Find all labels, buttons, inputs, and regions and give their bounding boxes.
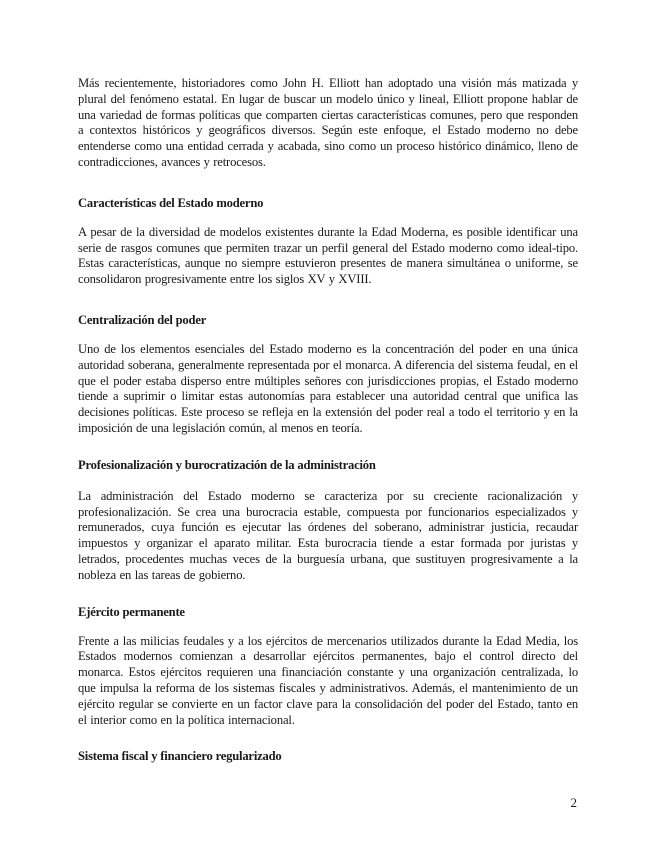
document-page <box>78 76 578 764</box>
paragraph-elliott: Más recientemente, historiadores como John H. Elliott han adoptado una visión más matizada y plural del fenómeno estatal. En lugar de buscar un modelo único y lineal, Elliott propone hablar de una variedad de formas políticas que comparten ciertas características comunes, pero que responden a contextos históricos y geográficos diversos. Según este enfoque, el Estado moderno no debe entenderse como una entidad cerrada y acabada, sino como un proceso histórico dinámico, lleno de contradicciones, avances y retrocesos. <box>78 76 578 169</box>
page-number: 2 <box>570 795 577 810</box>
heading-centralizacion: Centralización del poder <box>78 312 207 327</box>
paragraph-centralizacion: Uno de los elementos esenciales del Estado moderno es la concentración del poder en una única autoridad soberana, generalmente representada por el monarca. A diferencia del sistema feudal, en el que el poder estaba disperso entre múltiples señores con jurisdicciones propias, el Estado moderno tiende a suprimir o limitar estas autonomías para establecer una autoridad central que unifica las decisiones políticas. Este proceso se refleja en la extensión del poder real a todo el territorio y en la imposición de una legislación común, al menos en teoría. <box>78 341 578 435</box>
heading-caracteristicas: Características del Estado moderno <box>78 195 264 210</box>
heading-burocratizacion: Profesionalización y burocratización de la administración <box>78 457 376 472</box>
paragraph-rasgos-comunes: A pesar de la diversidad de modelos existentes durante la Edad Moderna, es posible identificar una serie de rasgos comunes que permiten trazar un perfil general del Estado moderno como ideal-tipo. Estas características, aunque no siempre estuvieron presentes de manera simultánea o uniforme, se consolidaron progresivamente entre los siglos XV y XVIII. <box>78 224 578 287</box>
heading-sistema-fiscal: Sistema fiscal y financiero regularizado <box>78 749 282 764</box>
paragraph-burocratizacion: La administración del Estado moderno se caracteriza por su creciente racionalización y profesionalización. Se crea una burocracia estable, compuesta por funcionarios especializados y remunerados, cuya función es ejecutar las órdenes del soberano, administrar justicia, recaudar impuestos y organizar el aparato militar. Esta burocracia tiende a estar formada por juristas y letrados, procedentes muchas veces de la burguesía urbana, que sustituyen progresivamente a la nobleza en las tareas de gobierno. <box>78 488 578 582</box>
paragraph-ejercito: Frente a las milicias feudales y a los ejércitos de mercenarios utilizados durante la Edad Media, los Estados modernos comienzan a desarrollar ejércitos permanentes, bajo el control directo del monarca. Estos ejércitos requieren una financiación constante y una organización centralizada, lo que impulsa la reforma de los sistemas fiscales y administrativos. Además, el mantenimiento de un ejército regular se convierte en un factor clave para la consolidación del poder del Estado, tanto en el interior como en la política internacional. <box>78 633 578 727</box>
heading-ejercito: Ejército permanente <box>78 604 185 619</box>
